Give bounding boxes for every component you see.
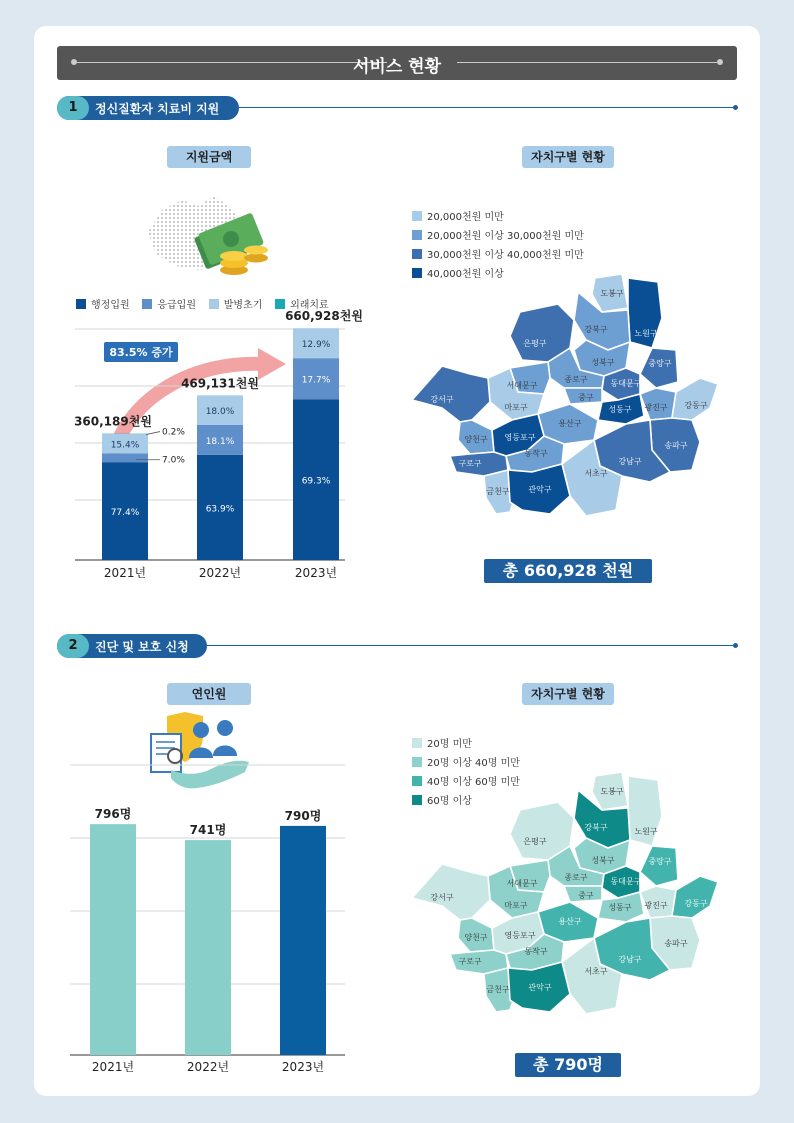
segment-label: 7.0%	[162, 455, 185, 466]
segment-label: 18.1%	[205, 436, 235, 447]
district-pill-2: 자치구별 현황	[522, 683, 614, 705]
section2-rule	[207, 645, 735, 646]
legend-item	[142, 300, 196, 311]
section2-number: 2	[57, 634, 89, 658]
district-label: 성동구	[608, 903, 632, 912]
legend-swatch	[275, 299, 285, 309]
district-label: 금천구	[486, 487, 510, 496]
segment-label: 69.3%	[301, 476, 331, 487]
legend-label: 60명 이상	[427, 796, 472, 807]
category-label: 2022년	[198, 566, 242, 580]
district-label: 노원구	[634, 827, 658, 836]
district-label: 강서구	[430, 893, 454, 902]
segment-label: 0.2%	[162, 427, 185, 438]
map-legend-item	[412, 227, 584, 242]
person-icon	[193, 722, 209, 738]
section1-header	[57, 96, 239, 120]
district-label: 노원구	[634, 329, 658, 338]
total-count-label: 총 790명	[515, 1053, 621, 1077]
legend-swatch	[76, 299, 86, 309]
legend-label: 20명 미만	[427, 739, 472, 750]
district-label: 서대문구	[506, 381, 538, 390]
district-label: 강북구	[584, 823, 608, 832]
legend-swatch	[412, 738, 422, 748]
district-label: 성북구	[591, 856, 615, 865]
category-label: 2023년	[281, 1060, 325, 1074]
map-legend-item	[412, 246, 584, 261]
district-map-2	[400, 768, 730, 1018]
district-label: 도봉구	[600, 787, 624, 796]
category-label: 2021년	[91, 1060, 135, 1074]
total-label: 360,189천원	[74, 414, 152, 429]
banner-dot-right	[717, 59, 723, 65]
count-pill: 연인원	[167, 683, 251, 705]
district-label: 강남구	[618, 955, 642, 964]
district-label: 은평구	[523, 339, 547, 348]
section1-rule	[239, 107, 735, 108]
district-label: 강남구	[618, 457, 642, 466]
legend-label: 발병초기	[223, 300, 263, 311]
segment-label: 77.4%	[110, 508, 140, 519]
increase-arrowhead	[258, 348, 286, 380]
amount-pill: 지원금액	[167, 146, 251, 168]
district-label: 광진구	[644, 403, 668, 412]
increase-label: 83.5% 증가	[109, 346, 173, 359]
cash-emblem	[223, 231, 239, 247]
legend-label: 20,000천원 이상 30,000천원 미만	[427, 231, 584, 242]
district-label: 은평구	[523, 837, 547, 846]
district-5	[640, 348, 678, 388]
total-label: 469,131천원	[181, 376, 259, 391]
coin	[220, 251, 248, 261]
district-label: 금천구	[486, 985, 510, 994]
legend-label: 외래치료	[290, 300, 329, 311]
legend-label: 20명 이상 40명 미만	[427, 758, 520, 769]
page-title: 서비스 현황	[352, 57, 442, 77]
district-label: 용산구	[558, 419, 582, 428]
district-pill-1: 자치구별 현황	[522, 146, 614, 168]
district-label: 동대문구	[610, 379, 642, 388]
segment-label: 63.9%	[205, 504, 235, 515]
legend-label: 40,000천원 이상	[427, 269, 504, 280]
district-5	[640, 846, 678, 886]
bar	[280, 826, 326, 1055]
district-label: 용산구	[558, 917, 582, 926]
section1-title: 정신질환자 치료비 지원	[95, 102, 220, 116]
value-label: 796명	[94, 807, 132, 822]
district-label: 구로구	[458, 957, 482, 966]
district-13	[672, 378, 718, 420]
coin	[244, 246, 268, 255]
support-amount-chart	[60, 309, 363, 585]
value-label: 790명	[284, 808, 322, 823]
district-map-1	[400, 270, 730, 520]
district-label: 양천구	[464, 435, 488, 444]
district-label: 강동구	[684, 401, 708, 410]
district-label: 성동구	[608, 405, 632, 414]
money-illustration	[140, 192, 280, 282]
value-label: 741명	[189, 823, 227, 838]
segment-label: 15.4%	[110, 440, 140, 451]
legend-item	[209, 300, 263, 311]
leader-line	[146, 432, 160, 435]
district-label: 성북구	[591, 358, 615, 367]
district-13	[672, 876, 718, 918]
bar	[185, 840, 231, 1055]
bar	[90, 824, 136, 1055]
district-label: 구로구	[458, 459, 482, 468]
district-label: 영등포구	[504, 931, 536, 940]
legend-label: 20,000천원 미만	[427, 212, 504, 223]
district-label: 종로구	[564, 873, 588, 882]
district-label: 강북구	[584, 325, 608, 334]
district-label: 중구	[578, 393, 594, 402]
district-label: 광진구	[644, 901, 668, 910]
category-label: 2022년	[186, 1060, 230, 1074]
district-label: 도봉구	[600, 289, 624, 298]
district-label: 중랑구	[648, 359, 672, 368]
district-label: 동대문구	[610, 877, 642, 886]
section2-header	[57, 634, 207, 658]
segment-label: 17.7%	[301, 375, 331, 386]
district-label: 서대문구	[506, 879, 538, 888]
section2-title: 진단 및 보호 신청	[95, 640, 189, 654]
legend-item	[76, 300, 130, 311]
legend-label: 응급입원	[157, 300, 196, 311]
category-label: 2023년	[294, 566, 338, 580]
section1-number: 1	[57, 96, 89, 120]
total-amount-label: 총 660,928 천원	[484, 559, 652, 583]
legend-swatch	[412, 230, 422, 240]
coin	[244, 254, 268, 263]
district-label: 중구	[578, 891, 594, 900]
banner-line-right	[457, 62, 717, 63]
total-label: 660,928천원	[285, 309, 363, 323]
bar-segment	[102, 453, 148, 462]
page-banner	[57, 46, 737, 80]
district-label: 양천구	[464, 933, 488, 942]
segment-label: 12.9%	[301, 340, 331, 351]
legend-swatch	[412, 211, 422, 221]
person-icon	[217, 720, 233, 736]
segment-label: 18.0%	[205, 407, 235, 418]
district-label: 강동구	[684, 899, 708, 908]
legend-swatch	[412, 249, 422, 259]
legend-label: 40명 이상 60명 미만	[427, 777, 520, 788]
legend-swatch	[209, 299, 219, 309]
district-label: 동작구	[524, 947, 548, 956]
district-label: 마포구	[504, 403, 528, 412]
map-legend-item	[412, 208, 584, 223]
legend-label: 행정입원	[91, 300, 130, 311]
section2-rule-dot	[733, 643, 738, 648]
district-label: 서초구	[584, 967, 608, 976]
district-label: 영등포구	[504, 433, 536, 442]
map-legend-item	[412, 754, 520, 769]
legend-swatch	[412, 757, 422, 767]
district-label: 서초구	[584, 469, 608, 478]
district-label: 관악구	[528, 983, 552, 992]
district-label: 강서구	[430, 395, 454, 404]
district-label: 중랑구	[648, 857, 672, 866]
annual-count-chart	[60, 760, 360, 1080]
district-label: 동작구	[524, 449, 548, 458]
district-14	[412, 864, 490, 920]
legend-swatch	[142, 299, 152, 309]
legend-label: 30,000천원 이상 40,000천원 미만	[427, 250, 584, 261]
category-label: 2021년	[103, 566, 147, 580]
district-label: 종로구	[564, 375, 588, 384]
district-label: 송파구	[664, 441, 688, 450]
district-label: 마포구	[504, 901, 528, 910]
section1-rule-dot	[733, 105, 738, 110]
map-legend-item	[412, 735, 520, 750]
district-label: 송파구	[664, 939, 688, 948]
district-label: 관악구	[528, 485, 552, 494]
district-14	[412, 366, 490, 422]
